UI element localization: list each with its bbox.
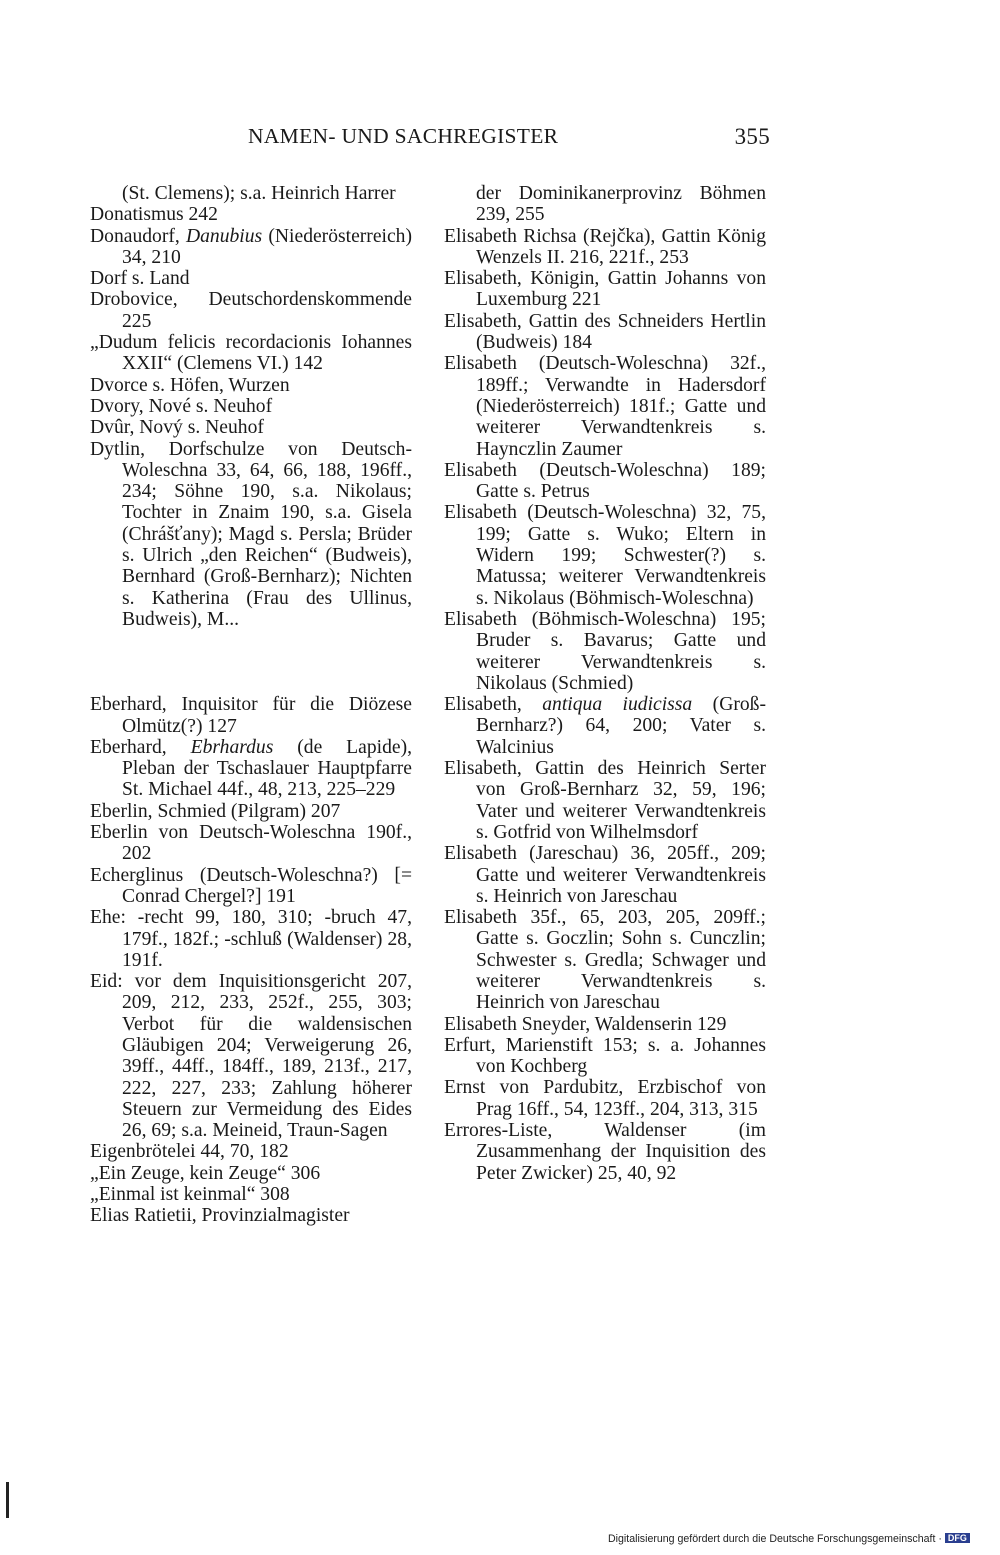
index-entry: Elisabeth (Böhmisch-Woleschna) 195; Bruder s. Bavarus; Gatte und weiterer Verwandtenkreis s. Nikolaus (Schmied) (444, 608, 766, 694)
index-entry: Elisabeth (Jareschau) 36, 205ff., 209; Gatte und weiterer Verwandtenkreis s. Heinrich von Jareschau (444, 843, 766, 907)
entry-text: (Groß-Bernharz?) 64, 200; Vater s. Walcinius (476, 694, 766, 758)
italic-term: Danubius (185, 225, 263, 247)
index-entry: der Dominikanerprovinz Böhmen 239, 255 (476, 183, 766, 226)
index-entry: „Ein Zeuge, kein Zeuge“ 306 (90, 1162, 321, 1184)
index-entry: Ehe: -recht 99, 180, 310; -bruch 47, 179f., 182f.; -schluß (Waldenser) 28, 191f. (90, 907, 412, 971)
index-entry: Elisabeth, Gattin des Schneiders Hertlin (Budweis) 184 (444, 310, 766, 354)
page-number: 355 (734, 124, 770, 149)
index-entry: Elisabeth, Königin, Gattin Johanns von Luxemburg 221 (444, 268, 766, 311)
index-entry: Eberlin von Deutsch-Woleschna 190f., 202 (90, 822, 412, 865)
index-entry: Elisabeth (Deutsch-Woleschna) 189; Gatte s. Petrus (444, 459, 766, 503)
entry-text: Eberhard, (90, 736, 191, 758)
index-entry: Elias Ratietii, Provinzialmagister (90, 1205, 350, 1227)
index-entry (90, 226, 412, 269)
index-entry: Elisabeth Sneyder, Waldenserin 129 (444, 1013, 727, 1035)
index-entry: Donatismus 242 (90, 204, 218, 226)
italic-term: Ebrhardus (190, 736, 274, 758)
right-column (444, 183, 766, 1184)
index-entry: Dvûr, Nový s. Neuhof (90, 417, 264, 439)
index-entry: Eberlin, Schmied (Pilgram) 207 (90, 800, 341, 822)
digitization-footer (608, 1533, 970, 1545)
right-entries (444, 183, 766, 1184)
index-entry: Dytlin, Dorfschulze von Deutsch-Woleschna 33, 64, 66, 188, 196ff., 234; Söhne 190, s.a. Nikolaus; Tochter in Znaim 190, s.a. Gisela (Chrášťany); Magd s. Persla; Brüder s. Ulrich „den Reichen“ (Budweis), Bernhard (Groß-Bernharz); Nichten s. Katherina (Frau des Ullinus, Budweis), M... (90, 438, 412, 630)
index-entry: Elisabeth, Gattin des Heinrich Serter von Groß-Bernharz 32, 59, 196; Vater und weiterer Verwandtenkreis s. Gotfrid von Wilhelmsdorf (444, 758, 766, 843)
index-entry: Eigenbrötelei 44, 70, 182 (90, 1141, 289, 1163)
index-entry: Dorf s. Land (90, 268, 190, 290)
index-entry: Echerglinus (Deutsch-Woleschna?) [= Conrad Chergel?] 191 (90, 864, 412, 907)
index-entry: Eid: vor dem Inquisitionsgericht 207, 209, 212, 233, 252f., 255, 303; Verbot für die waldensischen Gläubigen 204; Verweigerung 26, 39ff., 44ff., 184ff., 189, 213f., 217, 222, 227, 233; Zahlung höherer Steuern zur Vermeidung des Eides 26, 69; s.a. Meineid, Traun-Sagen (90, 971, 412, 1142)
index-entry: Erfurt, Marienstift 153; s. a. Johannes von Kochberg (444, 1034, 766, 1078)
entry-text: Elisabeth, (444, 694, 543, 716)
page-header (90, 124, 770, 154)
column-gap (90, 630, 412, 694)
index-entry: Elisabeth (Deutsch-Woleschna) 32f., 189ff.; Verwandte in Hadersdorf (Niederösterreich) 181f.; Gatte und weiterer Verwandtenkreis s. Haynczlin Zaumer (444, 353, 766, 460)
footer-text: Digitalisierung gefördert durch die Deutsche Forschungsgemeinschaft · (608, 1533, 942, 1545)
index-entry: Elisabeth Richsa (Rejčka), Gattin König Wenzels II. 216, 221f., 253 (444, 225, 766, 268)
index-entry (444, 694, 766, 758)
index-entry: „Dudum felicis recordacionis Iohannes XXII“ (Clemens VI.) 142 (90, 332, 412, 375)
index-entry: (St. Clemens); s.a. Heinrich Harrer (122, 183, 396, 204)
index-entry: „Einmal ist keinmal“ 308 (90, 1184, 290, 1206)
left-entries-top (90, 183, 412, 630)
italic-term: antiqua iudicissa (542, 694, 693, 716)
running-title: NAMEN- UND SACHREGISTER (248, 124, 559, 148)
index-entry: Elisabeth 35f., 65, 203, 205, 209ff.; Gatte s. Goczlin; Sohn s. Cunczlin; Schwester s. Gredla; Schwager und weiterer Verwandtenkreis s. Heinrich von Jareschau (444, 907, 766, 1014)
index-entry (90, 737, 412, 801)
index-entry: Dvorce s. Höfen, Wurzen (90, 374, 290, 396)
entry-text: Donaudorf, (90, 225, 186, 247)
dfg-logo-icon: DFG (945, 1533, 970, 1543)
left-entries-bottom (90, 694, 412, 1226)
left-column (90, 183, 412, 1227)
index-entry: Drobovice, Deutschordenskommende 225 (90, 289, 412, 332)
index-entry: Dvory, Nové s. Neuhof (90, 395, 273, 417)
index-entry: Elisabeth (Deutsch-Woleschna) 32, 75, 199; Gatte s. Wuko; Eltern in Widern 199; Schwester(?) s. Matussa; weiterer Verwandtenkreis s. Nikolaus (Böhmisch-Woleschna) (444, 502, 766, 609)
entry-text: (de Lapide), Pleban der Tschaslauer Hauptpfarre St. Michael 44f., 48, 213, 225–229 (122, 736, 412, 801)
index-entry: Ernst von Pardubitz, Erzbischof von Prag 16ff., 54, 123ff., 204, 313, 315 (444, 1077, 766, 1120)
index-entry: Errores-Liste, Waldenser (im Zusammenhang der Inquisition des Peter Zwicker) 25, 40, 92 (444, 1120, 766, 1184)
entry-text: (Niederösterreich) 34, 210 (122, 225, 412, 268)
index-entry: Eberhard, Inquisitor für die Diözese Olmütz(?) 127 (90, 694, 412, 737)
scan-edge-mark (6, 1482, 9, 1518)
